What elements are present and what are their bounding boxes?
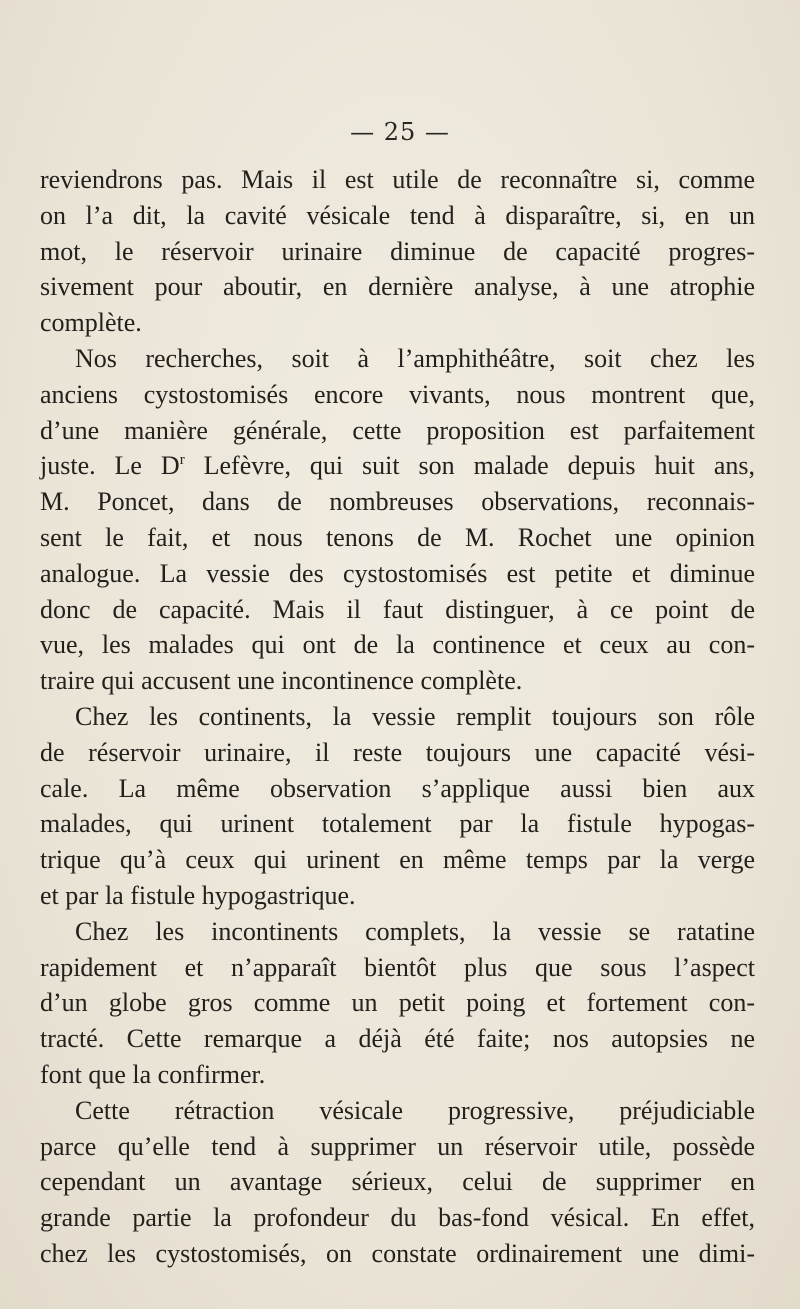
- paragraph: [40, 162, 755, 341]
- text-line: [40, 448, 755, 484]
- text-line: M. Poncet, dans de nombreuses observations, reconnais-: [40, 487, 755, 517]
- text-line: grande partie la profondeur du bas-fond vésical. En effet,: [40, 1203, 755, 1233]
- text-line: cale. La même observation s’applique aussi bien aux: [40, 773, 755, 803]
- text-line: reviendrons pas. Mais il est utile de reconnaître si, comme: [40, 165, 755, 194]
- text-line: font que la confirmer.: [40, 1059, 266, 1089]
- text-line: Nos recherches, soit à l’amphithéâtre, soit chez les: [75, 343, 755, 373]
- paragraph: [40, 699, 755, 914]
- text-line: on l’a dit, la cavité vésicale tend à disparaître, si, en un: [40, 200, 755, 230]
- paragraph: [40, 914, 755, 1093]
- text-line: d’un globe gros comme un petit poing et fortement con-: [40, 988, 755, 1018]
- text-line: de réservoir urinaire, il reste toujours une capacité vési-: [40, 737, 755, 767]
- text-line: tracté. Cette remarque a déjà été faite; nos autopsies ne: [40, 1024, 755, 1054]
- text-line: d’une manière générale, cette proposition est parfaitement: [40, 415, 755, 445]
- text-line: traire qui accusent une incontinence complète.: [40, 666, 523, 696]
- text-fragment: juste. Le D: [40, 451, 180, 481]
- text-line: chez les cystostomisés, on constate ordinairement une dimi-: [40, 1238, 755, 1268]
- text-line: complète.: [40, 308, 142, 338]
- text-line: rapidement et n’apparaît bientôt plus que sous l’aspect: [40, 952, 755, 982]
- superscript: r: [179, 452, 185, 469]
- text-line: sent le fait, et nous tenons de M. Rochet une opinion: [40, 522, 755, 552]
- text-line: donc de capacité. Mais il faut distinguer, à ce point de: [40, 594, 755, 624]
- body-text: [40, 162, 755, 1272]
- text-line: mot, le réservoir urinaire diminue de capacité progres-: [40, 236, 755, 266]
- text-line: Cette rétraction vésicale progressive, préjudiciable: [75, 1095, 755, 1125]
- text-line: sivement pour aboutir, en dernière analyse, à une atrophie: [40, 272, 755, 302]
- text-line: et par la fistule hypogastrique.: [40, 880, 356, 910]
- text-line: cependant un avantage sérieux, celui de supprimer en: [40, 1167, 755, 1197]
- text-line: analogue. La vessie des cystostomisés est petite et diminue: [40, 558, 755, 588]
- text-line: malades, qui urinent totalement par la fistule hypogas-: [40, 809, 755, 839]
- text-line: anciens cystostomisés encore vivants, nous montrent que,: [40, 379, 755, 409]
- paragraph: [40, 1093, 755, 1272]
- text-line: Chez les continents, la vessie remplit toujours son rôle: [75, 701, 755, 731]
- text-line: trique qu’à ceux qui urinent en même temps par la verge: [40, 845, 755, 875]
- text-line: vue, les malades qui ont de la continence et ceux au con-: [40, 630, 755, 660]
- text-line: Chez les incontinents complets, la vessie se ratatine: [75, 916, 755, 946]
- text-fragment: Lefèvre, qui suit son malade depuis huit ans,: [184, 451, 755, 481]
- text-line: parce qu’elle tend à supprimer un réservoir utile, possède: [40, 1131, 755, 1161]
- page-number: — 25 —: [350, 118, 450, 146]
- paragraph: [40, 341, 755, 699]
